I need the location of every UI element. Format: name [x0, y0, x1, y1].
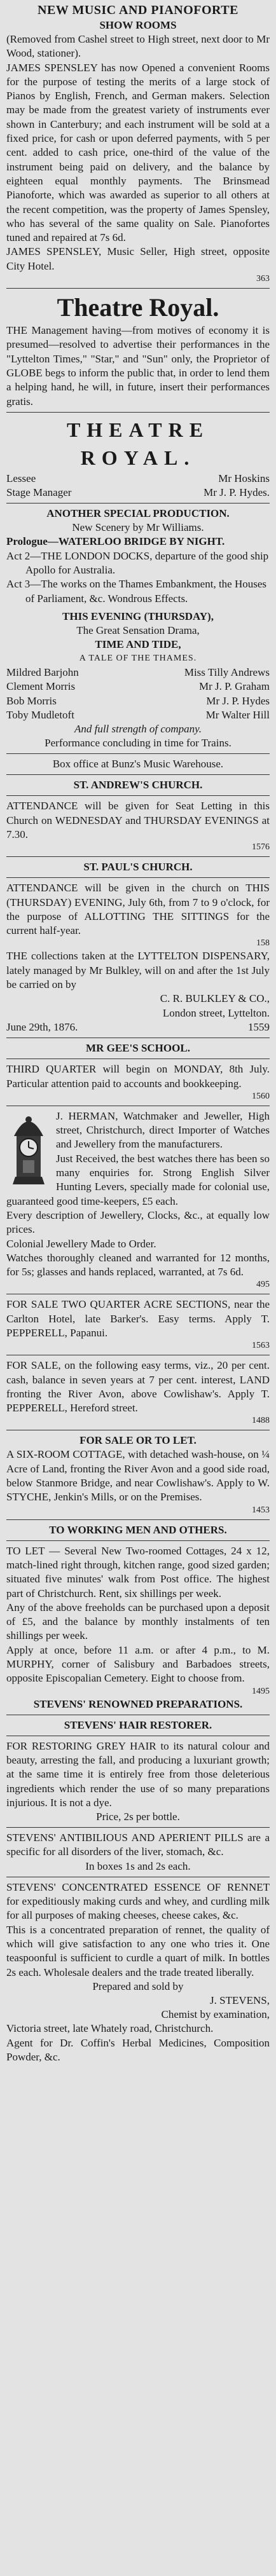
ad-line: New Scenery by Mr Williams.	[72, 521, 204, 534]
st-pauls-ad	[6, 860, 270, 1034]
ad-title: MR GEE'S SCHOOL.	[86, 1042, 190, 1055]
role-row	[6, 486, 270, 500]
ad-title: THEATRE ROYAL.	[66, 418, 210, 469]
ad-body: Colonial Jewellery Made to Order.	[6, 1237, 156, 1250]
divider	[6, 288, 270, 289]
ad-body: FOR SALE, on the following easy terms, viz., 20 per cent. cash, balance in seven years at 7 per cent. interest, LAND fronting the River Avon, above Cowlishaw's. Apply T. PEPPERELL, Hereford street.	[6, 1359, 270, 1415]
drama-title: TIME AND TIDE,	[95, 638, 181, 650]
ad-body: FOR SALE TWO QUARTER ACRE SECTIONS, near the Carlton Hotel, late Barker's. Easy terms. Apply T. PEPPERELL, Papanui.	[6, 1298, 270, 1339]
music-pianoforte-ad	[6, 3, 270, 285]
divider	[6, 795, 270, 796]
cast-actor: Mr Walter Hill	[205, 708, 270, 721]
hair-restorer-ad	[6, 1718, 270, 1824]
ad-body: This is a concentrated preparation of rennet, the quality of which will give satisfaction to any one who tries it. One teaspoonful is sufficient to curdle a quart of milk. In bottles 2s each. Wholesale dealers and the trade treated liberally.	[6, 1923, 270, 1978]
ad-line: Victoria street, late Whately road, Christchurch.	[6, 2022, 214, 2035]
ad-body: STEVENS' ANTIBILIOUS AND APERIENT PILLS are a specific for all disorders of the liver, stomach, &c.	[6, 1832, 270, 1858]
ad-title: Theatre Royal.	[57, 293, 219, 322]
cast-row	[6, 680, 270, 694]
ad-ref: 1495	[252, 1686, 270, 1696]
ad-body: TO LET — Several New Two-roomed Cottages, 24 x 12, match-lined right through, kitchen range, good sized garden; situated five minutes' walk from Post office. The highest part of Christchurch. Rent, six shillings per week.	[6, 1544, 270, 1600]
divider	[6, 1519, 270, 1520]
cast-actor: Mr J. P. Graham	[199, 680, 270, 693]
theatre-royal-notice	[6, 292, 270, 409]
section-footer: STEVENS' RENOWNED PREPARATIONS.	[33, 1697, 243, 1710]
headline: ANOTHER SPECIAL PRODUCTION.	[46, 507, 230, 520]
ad-signoff: JAMES SPENSLEY, Music Seller, High street, opposite City Hotel.	[6, 245, 270, 272]
divider	[6, 774, 270, 775]
ad-title: ST. PAUL'S CHURCH.	[83, 861, 193, 874]
ad-body: Every description of Jewellery, Clocks, &c., at equally low prices.	[6, 1209, 270, 1236]
date-row	[6, 1020, 270, 1034]
ad-line: (Removed from Cashel street to High street, next door to Mr Wood, stationer).	[6, 33, 270, 60]
ad-line: Agent for Dr. Coffin's Herbal Medicines, Composition Powder, &c.	[6, 2036, 270, 2063]
drama-subtitle: A TALE OF THE THAMES.	[79, 653, 197, 663]
evening-line: THIS EVENING (THURSDAY),	[62, 610, 214, 622]
ad-signoff: London street, Lyttelton.	[162, 1006, 270, 1019]
ad-body: THE collections taken at the LYTTELTON DISPENSARY, lately managed by Mr Bulkley, will on and after the 1st July be carried on by	[6, 950, 270, 991]
st-andrews-ad	[6, 778, 270, 853]
rennet-ad	[6, 1881, 270, 2065]
cast-row	[6, 694, 270, 708]
quarter-acre-ad	[6, 1298, 270, 1352]
ad-ref: 1560	[252, 1091, 270, 1101]
cottage-ad	[6, 1434, 270, 1516]
chemist-name: J. STEVENS,	[210, 1994, 270, 2006]
working-men-ad	[6, 1523, 270, 1711]
ad-body: STEVENS' CONCENTRATED ESSENCE OF RENNET for expeditiously making curds and whey, and curdling milk for all purposes of making cheeses, cheese cakes, &c.	[6, 1881, 270, 1922]
divider	[6, 412, 270, 413]
ad-body: THE Management having—from motives of economy it is presumed—resolved to advertise their performances in the "Lyttelton Times," "Star," and "Sun" only, the Proprietor of GLOBE begs to inform the public that, in order to lend them a helping hand, he will, in future, insert their performances gratis.	[6, 324, 270, 408]
ad-price: In boxes 1s and 2s each.	[85, 1860, 191, 1872]
divider	[6, 753, 270, 754]
land-sale-ad	[6, 1359, 270, 1427]
ad-title: TO WORKING MEN AND OTHERS.	[49, 1523, 227, 1536]
ad-body: JAMES SPENSLEY has now Opened a convenient Rooms for the purpose of testing the merits of a large stock of Pianos by English, French, and German makers. Selection may be made from the greatest variety of instruments ever shown in Canterbury; and each instrument will be sold at a fixed price, for cash or upon deferred payments, with 5 per cent. added to cash price, one-third of the value of the instrument being paid on delivery, and the balance by eighteen equal monthly payments. The Brinsmead Pianoforte, which was awarded as superior to all others at the recent competition, was the property of James Spensley, who has several of the same quality on Sale. Pianofortes tuned and repaired at 7s 6d.	[6, 61, 270, 244]
cast-note: And full strength of company.	[74, 723, 202, 736]
cast-role: Toby Mudletoft	[6, 708, 74, 721]
ad-signoff: Prepared and sold by	[92, 1980, 184, 1992]
ad-ref: 363	[256, 274, 270, 284]
divider	[6, 1540, 270, 1541]
ad-line: Chemist by examination,	[161, 2008, 270, 2021]
ad-ref: 495	[256, 1280, 270, 1290]
ad-price: Price, 2s per bottle.	[96, 1811, 180, 1823]
ad-ref: 1563	[252, 1341, 270, 1351]
divider	[6, 1827, 270, 1828]
clock-icon	[6, 1111, 51, 1186]
ad-ref: 1576	[252, 842, 270, 853]
role-row	[6, 472, 270, 486]
role-name: Mr Hoskins	[218, 472, 270, 484]
ad-body: Apply at once, before 11 a.m. or after 4 p.m., to M. MURPHY, corner of Salisbury and Barbadoes streets, opposite Episcopalian Cemetery. Eight to choose from.	[6, 1643, 270, 1685]
ad-body: J. HERMAN, Watchmaker and Jeweller, High street, Christchurch, direct Importer of Watches and Jewellery from the manufacturers.	[56, 1109, 270, 1151]
cast-row	[6, 708, 270, 722]
ad-body: ATTENDANCE will be given in the church on THIS (THURSDAY) EVENING, July 6th, from 7 to 9 o'clock, for the purpose of ALLOTTING THE SITTINGS for the current half-year.	[6, 882, 270, 937]
pills-ad	[6, 1831, 270, 1874]
ad-date: June 29th, 1876.	[6, 1020, 78, 1033]
ad-title: ST. ANDREW'S CHURCH.	[73, 779, 203, 791]
role-label: Stage Manager	[6, 486, 72, 499]
drama-line: The Great Sensation Drama,	[76, 624, 200, 636]
theatre-royal-ad	[6, 416, 270, 772]
ad-subtitle: SHOW ROOMS	[99, 19, 177, 31]
act-line: Act 2—THE LONDON DOCKS, departure of the good ship Apollo for Australia.	[6, 549, 269, 577]
ad-body: Just Received, the best watches there has been so many enquiries for. Strong English Silver Hunting Levers, specially made for colonial use, guaranteed good time-keepers, £5 each.	[6, 1152, 270, 1207]
closing-line: Performance concluding in time for Trains.	[45, 737, 231, 750]
ad-body: Watches thoroughly cleaned and warranted for 12 months, for 5s; glasses and hands replaced, warranted, at 7s 6d.	[6, 1251, 270, 1278]
boxoffice-line: Box office at Bunz's Music Warehouse.	[52, 758, 224, 771]
ad-body: A SIX-ROOM COTTAGE, with detached wash-house, on ¼ Acre of Land, fronting the River Avon and a good side road, below Stanmore Bridge, and near Cowlishaw's. Apply to W. STYCHE, Jenkin's Mills, or on the Premises.	[6, 1448, 270, 1504]
divider	[6, 877, 270, 878]
ad-line: Prologue—WATERLOO BRIDGE BY NIGHT.	[6, 535, 225, 548]
ad-ref: 1453	[252, 1505, 270, 1515]
herman-watchmaker-ad	[6, 1109, 270, 1291]
cast-role: Mildred Barjohn	[6, 666, 79, 678]
cast-row	[6, 666, 270, 680]
ad-title: NEW MUSIC AND PIANOFORTE	[38, 3, 238, 17]
ad-ref: 158	[256, 938, 270, 949]
cast-actor: Mr J. P. Hydes	[206, 694, 270, 707]
cast-role: Clement Morris	[6, 680, 76, 693]
ad-title: FOR SALE OR TO LET.	[79, 1434, 197, 1447]
ad-signoff: C. R. BULKLEY & CO.,	[160, 992, 270, 1005]
divider	[6, 503, 270, 504]
ad-ref: 1559	[248, 1020, 270, 1033]
ad-body: FOR RESTORING GREY HAIR to its natural colour and beauty, arresting the fall, and producing a luxuriant growth; at the same time it is entirely free from those deleterious ingredients which render the use of so many preparations injurious. It is not a dye.	[6, 1739, 270, 1809]
role-label: Lessee	[6, 472, 36, 484]
ad-title: STEVENS' HAIR RESTORER.	[64, 1718, 212, 1731]
divider	[6, 1058, 270, 1059]
gee-school-ad	[6, 1041, 270, 1102]
divider	[6, 856, 270, 857]
ad-body: ATTENDANCE will be given for Seat Letting in this Church on WEDNESDAY and THURSDAY EVENINGS at 7.30.	[6, 800, 270, 840]
act-line: Act 3—The works on the Thames Embankment, the Houses of Parliament, &c. Wondrous Effects.	[6, 578, 267, 605]
role-name: Mr J. P. Hydes.	[204, 486, 270, 499]
cast-role: Bob Morris	[6, 694, 57, 707]
ad-body: Any of the above freeholds can be purchased upon a deposit of £5, and the balance by monthly instalments of ten shillings per week.	[6, 1601, 270, 1642]
ad-body: THIRD QUARTER will begin on MONDAY, 8th July. Particular attention paid to accounts and bookkeeping.	[6, 1063, 270, 1090]
ad-ref: 1488	[252, 1416, 270, 1426]
cast-actor: Miss Tilly Andrews	[184, 666, 270, 678]
